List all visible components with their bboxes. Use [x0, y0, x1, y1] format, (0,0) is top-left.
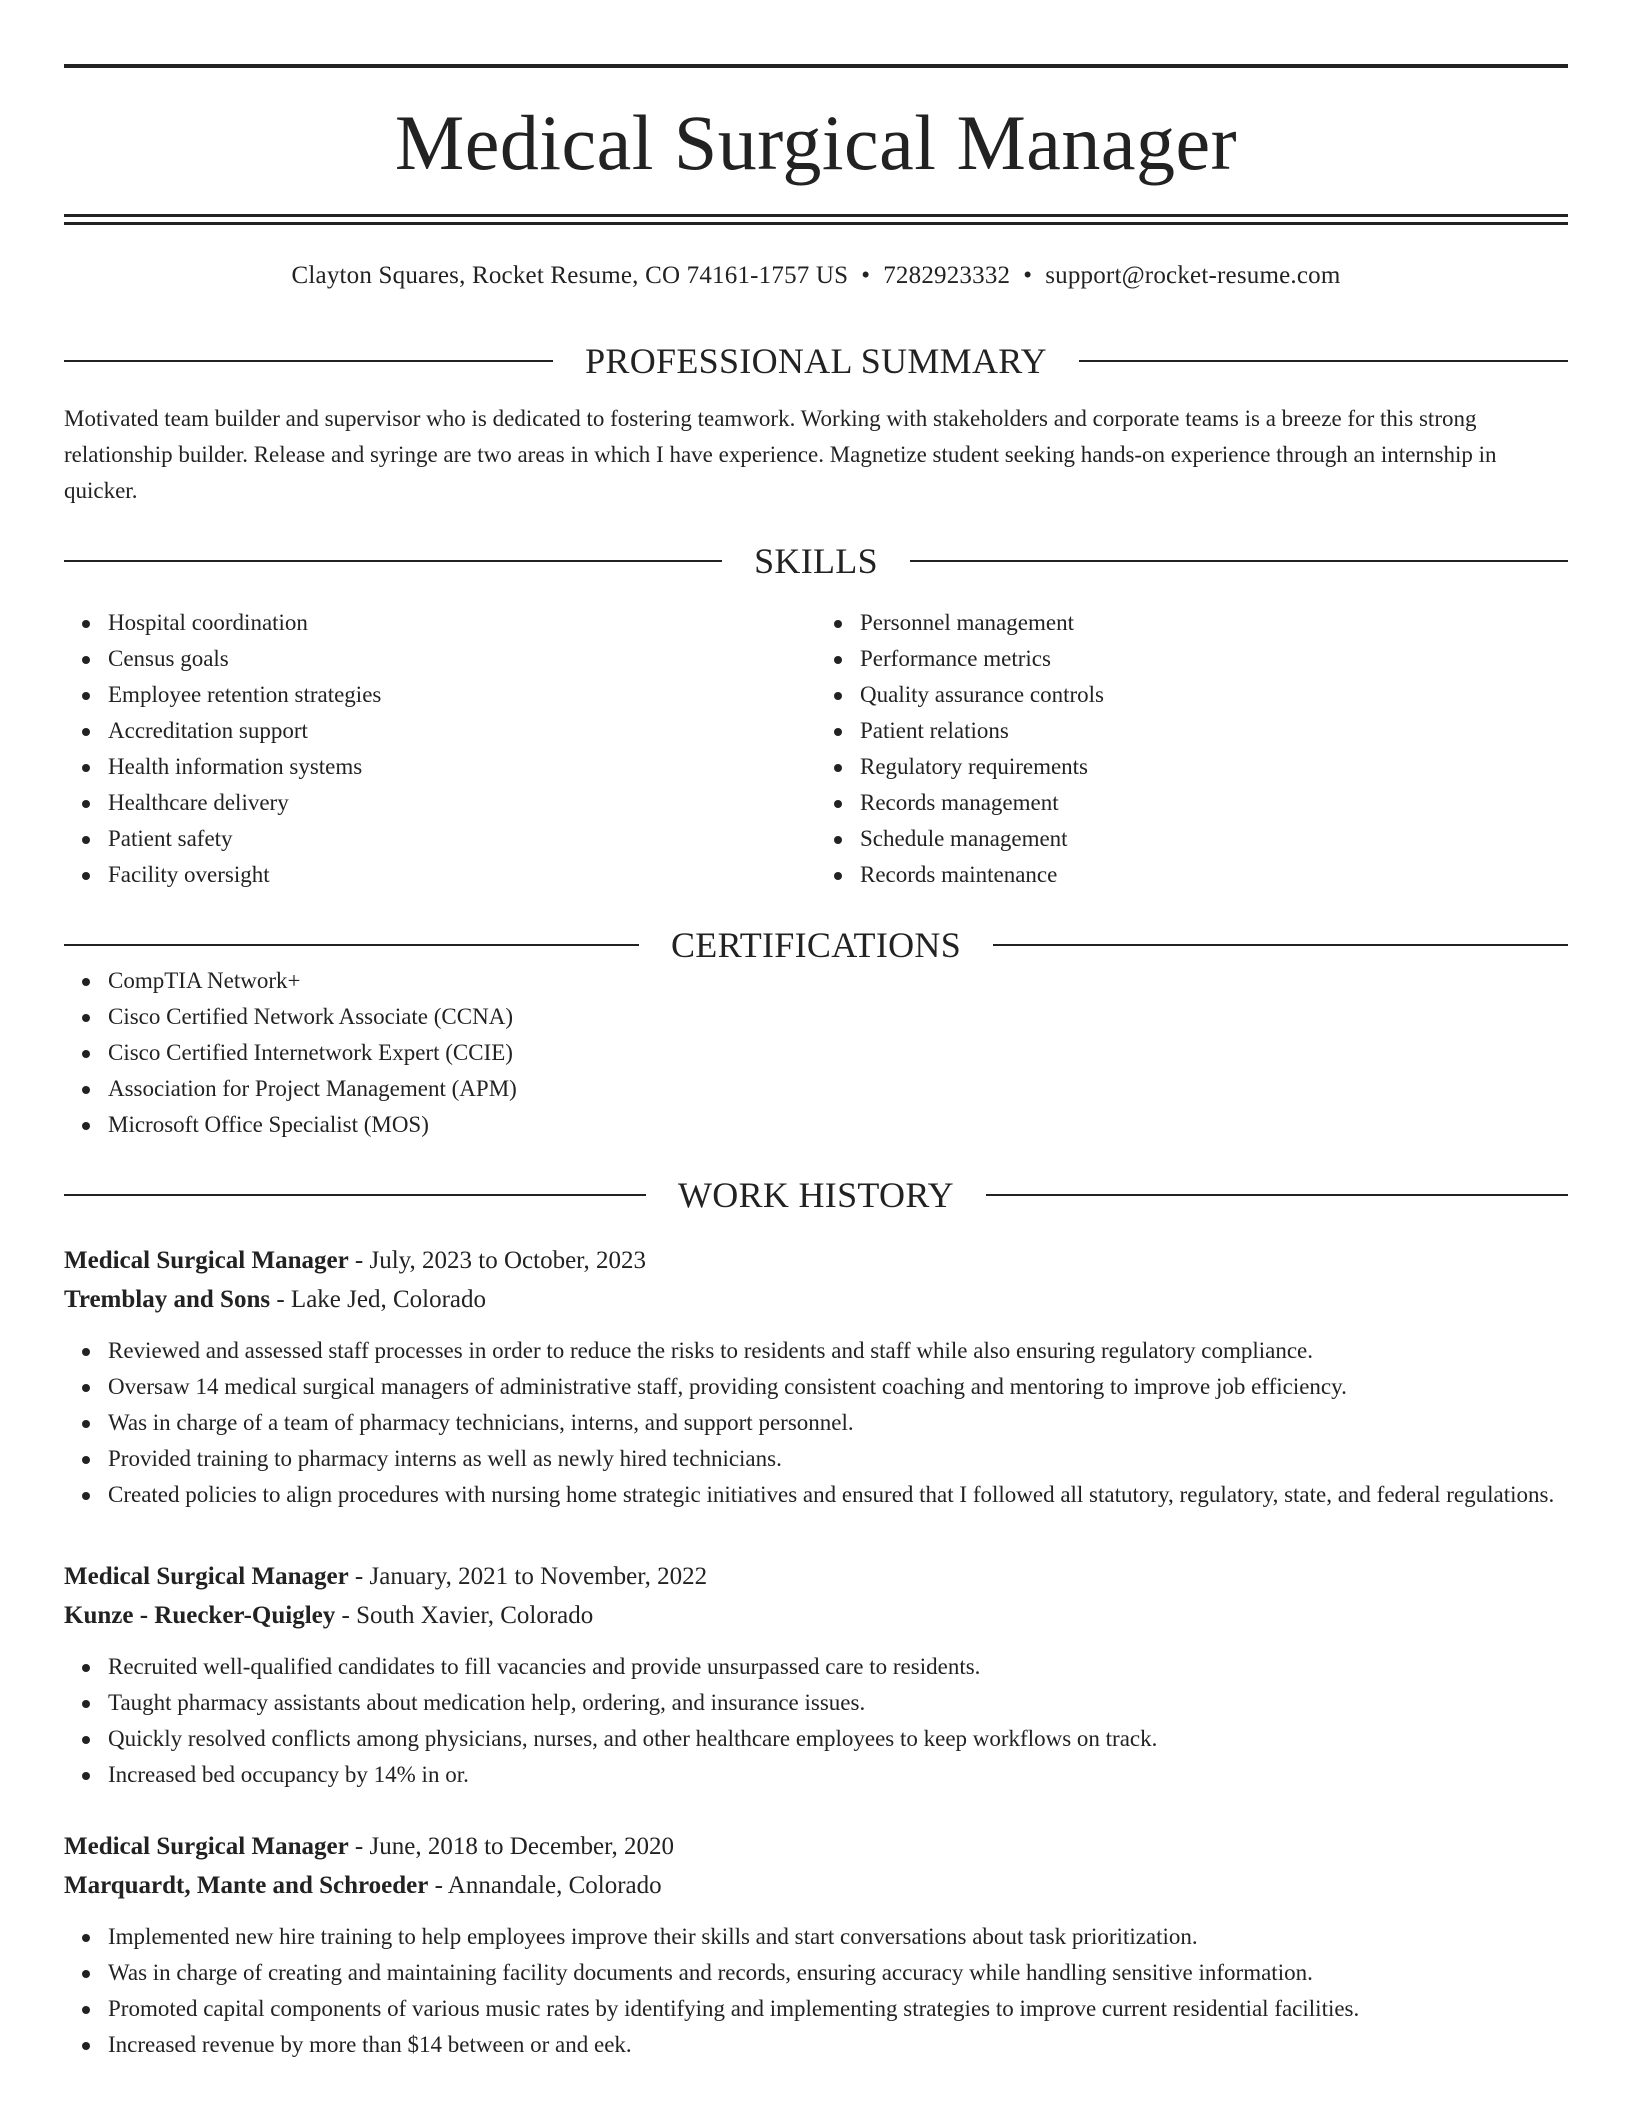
skills-grid: [64, 605, 1568, 893]
job-dates: - July, 2023 to October, 2023: [348, 1247, 647, 1274]
list-item: Promoted capital components of various music rates by identifying and implementing strategies to improve current residential facilities.: [108, 1991, 1568, 2027]
job-company-line: [64, 1596, 1568, 1635]
contact-line: [64, 261, 1568, 291]
skills-list-left: [64, 605, 816, 893]
list-item: Taught pharmacy assistants about medication help, ordering, and insurance issues.: [108, 1685, 1568, 1721]
contact-separator: •: [861, 262, 871, 289]
section-rule: [993, 944, 1568, 946]
list-item: Cisco Certified Internetwork Expert (CCIE): [108, 1035, 1568, 1071]
job-location: - Lake Jed, Colorado: [270, 1286, 486, 1313]
list-item: Employee retention strategies: [108, 677, 816, 713]
summary-text: Motivated team builder and supervisor who is dedicated to fostering teamwork. Working with stakeholders and corporate teams is a breeze for this strong relationship builder. Release and syringe are two areas in which I have experience. Magnetize student seeking hands-on experience through an internship in quicker.: [64, 406, 1497, 503]
list-item: Provided training to pharmacy interns as well as newly hired technicians.: [108, 1441, 1568, 1477]
job-bullets: [64, 1919, 1568, 2063]
job-role: Medical Surgical Manager: [64, 1563, 349, 1590]
section-header-summary: [64, 343, 1568, 379]
certifications-list: [64, 963, 1568, 1143]
resume-name: Medical Surgical Manager: [394, 99, 1238, 186]
section-rule: [64, 1194, 646, 1196]
list-item: Association for Project Management (APM): [108, 1071, 1568, 1107]
job-role: Medical Surgical Manager: [64, 1833, 349, 1860]
list-item: Reviewed and assessed staff processes in order to reduce the risks to residents and staff while also ensuring regulatory compliance.: [108, 1333, 1568, 1369]
list-item: Health information systems: [108, 749, 816, 785]
job-role: Medical Surgical Manager: [64, 1247, 349, 1274]
list-item: Created policies to align procedures with nursing home strategic initiatives and ensured that I followed all statutory, regulatory, state, and federal regulations.: [108, 1477, 1568, 1513]
list-item: Implemented new hire training to help employees improve their skills and start conversations about task prioritization.: [108, 1919, 1568, 1955]
list-item: Performance metrics: [860, 641, 1568, 677]
list-item: Patient relations: [860, 713, 1568, 749]
list-item: Was in charge of a team of pharmacy technicians, interns, and support personnel.: [108, 1405, 1568, 1441]
list-item: Facility oversight: [108, 857, 816, 893]
job-company: Kunze - Ruecker-Quigley: [64, 1602, 336, 1629]
job-entry: [64, 1557, 1568, 1793]
list-item: Recruited well-qualified candidates to fill vacancies and provide unsurpassed care to residents.: [108, 1649, 1568, 1685]
job-company-line: [64, 1866, 1568, 1905]
section-header-certifications: [64, 927, 1568, 963]
job-company: Tremblay and Sons: [64, 1286, 271, 1313]
section-rule: [64, 360, 553, 362]
list-item: Increased revenue by more than $14 between or and eek.: [108, 2027, 1568, 2063]
list-item: Was in charge of creating and maintaining facility documents and records, ensuring accuracy while handling sensitive information.: [108, 1955, 1568, 1991]
section-rule: [64, 560, 722, 562]
job-dates: - June, 2018 to December, 2020: [348, 1833, 674, 1860]
contact-address: Clayton Squares, Rocket Resume, CO 74161-1757 US: [291, 262, 849, 289]
job-bullets: [64, 1649, 1568, 1793]
job-location: - South Xavier, Colorado: [335, 1602, 594, 1629]
job-company-line: [64, 1280, 1568, 1319]
section-title-skills: SKILLS: [754, 541, 878, 581]
list-item: Schedule management: [860, 821, 1568, 857]
list-item: Records management: [860, 785, 1568, 821]
list-item: Quickly resolved conflicts among physicians, nurses, and other healthcare employees to keep workflows on track.: [108, 1721, 1568, 1757]
list-item: Personnel management: [860, 605, 1568, 641]
job-location: - Annandale, Colorado: [428, 1872, 662, 1899]
list-item: Cisco Certified Network Associate (CCNA): [108, 999, 1568, 1035]
job-bullets: [64, 1333, 1568, 1513]
top-rule: [64, 64, 1568, 68]
section-rule: [64, 944, 639, 946]
job-company: Marquardt, Mante and Schroeder: [64, 1872, 429, 1899]
job-entry: [64, 1827, 1568, 2063]
section-title-certifications: CERTIFICATIONS: [670, 925, 962, 965]
list-item: Microsoft Office Specialist (MOS): [108, 1107, 1568, 1143]
job-title-line: [64, 1241, 1568, 1280]
list-item: Patient safety: [108, 821, 816, 857]
contact-separator: •: [1023, 262, 1033, 289]
list-item: Census goals: [108, 641, 816, 677]
job-dates: - January, 2021 to November, 2022: [348, 1563, 708, 1590]
section-rule: [910, 560, 1568, 562]
list-item: Hospital coordination: [108, 605, 816, 641]
list-item: Quality assurance controls: [860, 677, 1568, 713]
header-double-rule: [64, 214, 1568, 225]
list-item: Oversaw 14 medical surgical managers of administrative staff, providing consistent coaching and mentoring to improve job efficiency.: [108, 1369, 1568, 1405]
section-rule: [986, 1194, 1568, 1196]
job-title-line: [64, 1827, 1568, 1866]
job-entry: [64, 1241, 1568, 1513]
job-title-line: [64, 1557, 1568, 1596]
section-header-skills: [64, 543, 1568, 579]
contact-email: support@rocket-resume.com: [1045, 262, 1341, 289]
section-header-work: [64, 1177, 1568, 1213]
list-item: Records maintenance: [860, 857, 1568, 893]
list-item: Healthcare delivery: [108, 785, 816, 821]
contact-phone: 7282923332: [883, 262, 1011, 289]
section-title-work: WORK HISTORY: [678, 1175, 954, 1215]
skills-list-right: [816, 605, 1568, 893]
section-title-summary: PROFESSIONAL SUMMARY: [585, 341, 1047, 381]
list-item: CompTIA Network+: [108, 963, 1568, 999]
list-item: Increased bed occupancy by 14% in or.: [108, 1757, 1568, 1793]
list-item: Regulatory requirements: [860, 749, 1568, 785]
section-rule: [1079, 360, 1568, 362]
list-item: Accreditation support: [108, 713, 816, 749]
